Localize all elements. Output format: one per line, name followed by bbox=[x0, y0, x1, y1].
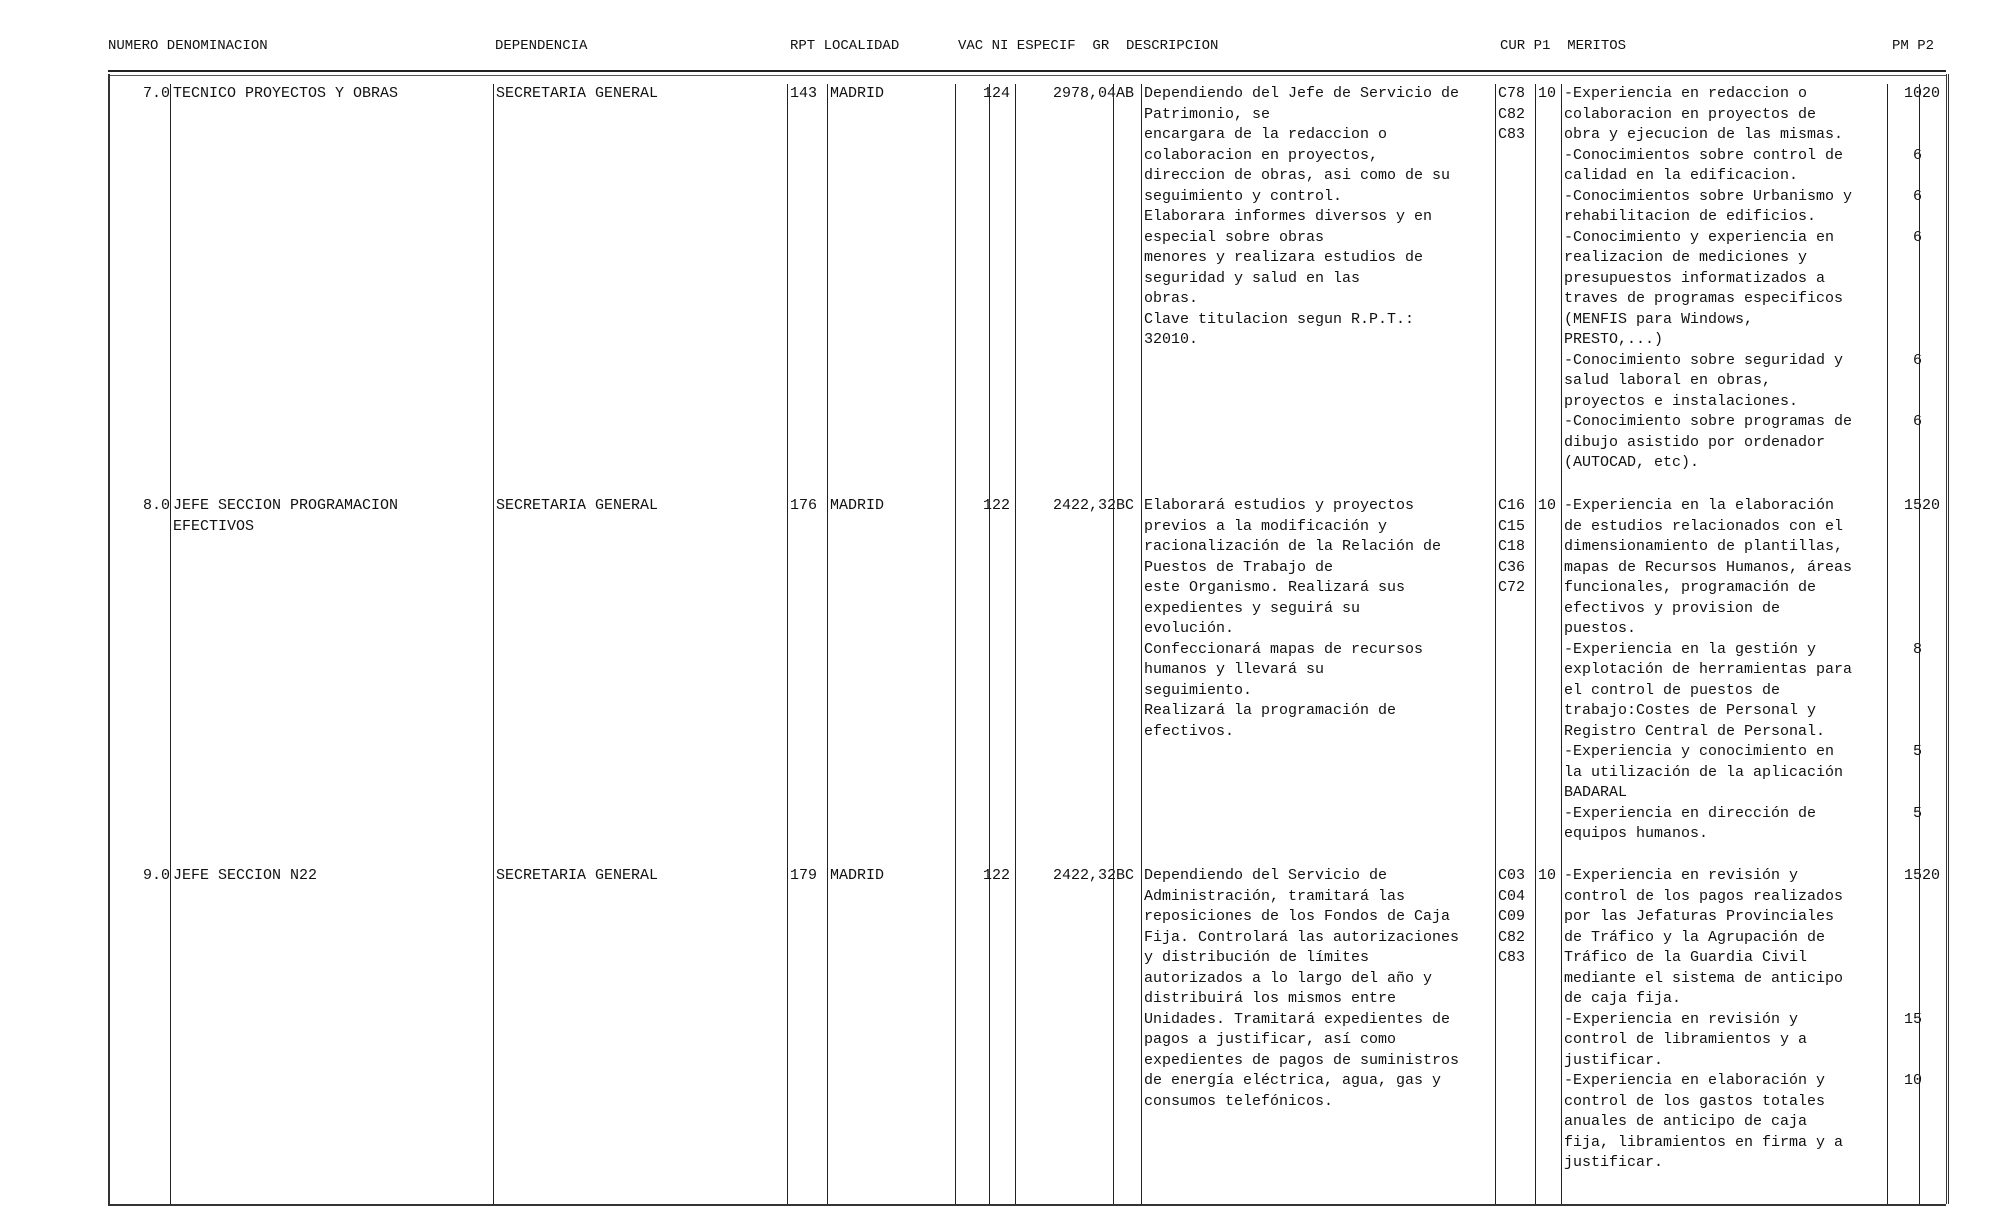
descripcion-line: menores y realizara estudios de bbox=[1144, 249, 1424, 266]
descripcion-line: colaboracion en proyectos, bbox=[1144, 146, 1379, 164]
pm-line bbox=[1890, 969, 1922, 990]
cell-meritos bbox=[1561, 84, 1890, 496]
rpt-line: 176 bbox=[790, 497, 818, 514]
pm-line bbox=[1890, 578, 1922, 599]
pm-line bbox=[1890, 289, 1922, 310]
pm-line bbox=[1890, 1030, 1922, 1051]
descripcion-line: expedientes de pagos de suministros bbox=[1144, 1051, 1460, 1069]
descripcion-line: seguridad y salud en las bbox=[1144, 269, 1361, 287]
p1-line: 10 bbox=[1538, 867, 1557, 884]
cell-denominacion bbox=[170, 496, 496, 866]
pm-line bbox=[1890, 125, 1922, 146]
pm-line bbox=[1890, 517, 1922, 538]
descripcion-line: previos a la modificación y bbox=[1144, 517, 1388, 535]
meritos-line: PRESTO,...) bbox=[1564, 331, 1664, 348]
cursos-line: C36 bbox=[1498, 558, 1526, 576]
pm-line bbox=[1890, 1051, 1922, 1072]
especif-line: 2978,04 bbox=[1052, 85, 1116, 102]
descripcion-line: y distribución de límites bbox=[1144, 949, 1370, 966]
pm-line bbox=[1890, 824, 1922, 845]
meritos-line: justificar. bbox=[1564, 1154, 1664, 1171]
descripcion-line: direccion de obras, asi como de su bbox=[1144, 167, 1451, 184]
descripcion-line: seguimiento y control. bbox=[1144, 187, 1343, 205]
cell-cursos bbox=[1495, 496, 1538, 866]
meritos-line: la utilización de la aplicación bbox=[1564, 763, 1844, 781]
pm-line: 15 bbox=[1903, 867, 1922, 884]
descripcion-line: Dependiendo del Jefe de Servicio de bbox=[1144, 85, 1460, 102]
cell-p1 bbox=[1535, 84, 1564, 496]
cell-ni bbox=[989, 496, 1018, 866]
table-row bbox=[110, 84, 1946, 496]
pm-line: 5 bbox=[1912, 804, 1922, 822]
meritos-line: -Conocimientos sobre Urbanismo y bbox=[1564, 187, 1853, 205]
pm-line bbox=[1890, 1133, 1922, 1154]
meritos-line: traves de programas especificos bbox=[1564, 290, 1844, 307]
cell-rpt bbox=[787, 84, 830, 496]
descripcion-line: 32010. bbox=[1144, 331, 1199, 348]
meritos-line: -Experiencia en revisión y bbox=[1564, 1010, 1799, 1028]
pm-line bbox=[1890, 660, 1922, 681]
meritos-line: -Experiencia en la gestión y bbox=[1564, 640, 1817, 658]
meritos-line: (MENFIS para Windows, bbox=[1564, 310, 1754, 328]
p2-line: 20 bbox=[1922, 867, 1941, 884]
especif-line: 2422,32 bbox=[1052, 867, 1116, 884]
header-dependencia: DEPENDENCIA bbox=[495, 38, 588, 54]
table-top-rule bbox=[108, 70, 1946, 76]
pm-line bbox=[1890, 907, 1922, 928]
p2-line: 20 bbox=[1922, 85, 1941, 102]
pm-line bbox=[1890, 207, 1922, 228]
descripcion-line: efectivos. bbox=[1144, 722, 1235, 740]
dependencia-line: SECRETARIA GENERAL bbox=[496, 497, 659, 514]
pm-line bbox=[1890, 1092, 1922, 1113]
table-row bbox=[110, 496, 1946, 866]
meritos-line: explotación de herramientas para bbox=[1564, 661, 1853, 678]
meritos-line: dibujo asistido por ordenador bbox=[1564, 433, 1826, 451]
meritos-line: por las Jefaturas Provinciales bbox=[1564, 908, 1835, 925]
dependencia-line: SECRETARIA GENERAL bbox=[496, 85, 659, 102]
table-bottom-rule bbox=[108, 1204, 1946, 1209]
cell-p2 bbox=[1919, 866, 1949, 1204]
cell-especif bbox=[1015, 84, 1118, 496]
numero-line: 9.0 bbox=[142, 867, 170, 884]
pm-line bbox=[1890, 763, 1922, 784]
cell-meritos bbox=[1561, 496, 1890, 866]
meritos-line: -Conocimiento sobre seguridad y bbox=[1564, 351, 1844, 369]
meritos-line: colaboracion en proyectos de bbox=[1564, 105, 1817, 123]
meritos-line: fija, libramientos en firma y a bbox=[1564, 1133, 1844, 1151]
descripcion-line: reposiciones de los Fondos de Caja bbox=[1144, 908, 1451, 925]
pm-line bbox=[1890, 166, 1922, 187]
descripcion-line: seguimiento. bbox=[1144, 681, 1253, 699]
meritos-line: -Conocimientos sobre control de bbox=[1564, 146, 1844, 164]
numero-line: 8.0 bbox=[142, 497, 170, 514]
descripcion-line: autorizados a lo largo del año y bbox=[1144, 969, 1433, 987]
denominacion-line: TECNICO PROYECTOS Y OBRAS bbox=[173, 85, 399, 102]
descripcion-line: Dependiendo del Servicio de bbox=[1144, 867, 1388, 884]
cursos-line: C83 bbox=[1498, 949, 1526, 966]
cell-gr bbox=[1113, 496, 1144, 866]
meritos-line: -Experiencia en dirección de bbox=[1564, 804, 1817, 822]
pm-line bbox=[1890, 701, 1922, 722]
meritos-line: anuales de anticipo de caja bbox=[1564, 1113, 1808, 1130]
descripcion-line: Elaborara informes diversos y en bbox=[1144, 208, 1433, 225]
cell-p2 bbox=[1919, 84, 1949, 496]
pm-line: 6 bbox=[1912, 228, 1922, 246]
meritos-line: equipos humanos. bbox=[1564, 825, 1709, 842]
p1-line: 10 bbox=[1538, 85, 1557, 102]
descripcion-line: racionalización de la Relación de bbox=[1144, 538, 1442, 555]
meritos-line: Tráfico de la Guardia Civil bbox=[1564, 949, 1808, 966]
meritos-line: -Conocimiento y experiencia en bbox=[1564, 228, 1835, 246]
cursos-line: C82 bbox=[1498, 928, 1526, 946]
descripcion-line: especial sobre obras bbox=[1144, 228, 1325, 246]
pm-line: 6 bbox=[1912, 351, 1922, 369]
vac-line: 1 bbox=[982, 867, 992, 884]
meritos-line: -Experiencia en redaccion o bbox=[1564, 85, 1808, 102]
meritos-line: BADARAL bbox=[1564, 784, 1628, 801]
descripcion-line: Patrimonio, se bbox=[1144, 105, 1271, 123]
cell-localidad bbox=[827, 496, 958, 866]
cell-denominacion bbox=[170, 866, 496, 1204]
vac-line: 1 bbox=[982, 497, 992, 514]
cell-numero bbox=[110, 496, 172, 866]
cell-dependencia bbox=[493, 84, 790, 496]
cell-cursos bbox=[1495, 866, 1538, 1204]
descripcion-line: Clave titulacion segun R.P.T.: bbox=[1144, 310, 1415, 328]
meritos-line: realizacion de mediciones y bbox=[1564, 249, 1808, 266]
vac-line: 1 bbox=[982, 85, 992, 102]
cell-dependencia bbox=[493, 866, 790, 1204]
gr-line: BC bbox=[1116, 867, 1135, 884]
meritos-line: control de libramientos y a bbox=[1564, 1031, 1808, 1048]
descripcion-line: expedientes y seguirá su bbox=[1144, 599, 1361, 617]
header-numero-denominacion: NUMERO DENOMINACION bbox=[108, 38, 268, 54]
pm-line bbox=[1890, 722, 1922, 743]
pm-line bbox=[1890, 433, 1922, 454]
pm-line: 6 bbox=[1912, 187, 1922, 205]
localidad-line: MADRID bbox=[830, 497, 885, 514]
descripcion-line: evolución. bbox=[1144, 620, 1235, 637]
cursos-line: C83 bbox=[1498, 126, 1526, 143]
descripcion-line: pagos a justificar, así como bbox=[1144, 1031, 1397, 1048]
ni-line: 22 bbox=[992, 497, 1011, 514]
cursos-line: C18 bbox=[1498, 538, 1526, 555]
p1-line: 10 bbox=[1538, 497, 1557, 514]
pm-line bbox=[1890, 619, 1922, 640]
meritos-line: de Tráfico y la Agrupación de bbox=[1564, 928, 1826, 946]
header-cur-p1-meritos: CUR P1 MERITOS bbox=[1500, 38, 1627, 54]
meritos-line: de caja fija. bbox=[1564, 990, 1682, 1007]
cell-cursos bbox=[1495, 84, 1538, 496]
meritos-line: dimensionamiento de plantillas, bbox=[1564, 538, 1844, 555]
rpt-line: 179 bbox=[790, 867, 818, 884]
pm-line bbox=[1890, 392, 1922, 413]
pm-line bbox=[1890, 948, 1922, 969]
descripcion-line: encargara de la redaccion o bbox=[1144, 126, 1388, 143]
cell-especif bbox=[1015, 496, 1118, 866]
pm-line bbox=[1890, 558, 1922, 579]
pm-line: 10 bbox=[1903, 1072, 1922, 1089]
cursos-line: C03 bbox=[1498, 867, 1526, 884]
cursos-line: C72 bbox=[1498, 579, 1526, 596]
meritos-line: -Experiencia en elaboración y bbox=[1564, 1072, 1826, 1089]
meritos-line: funcionales, programación de bbox=[1564, 579, 1817, 596]
denominacion-line: JEFE SECCION N22 bbox=[173, 867, 318, 884]
cell-rpt bbox=[787, 866, 830, 1204]
header-rpt-localidad: RPT LOCALIDAD bbox=[790, 38, 900, 54]
gr-line: AB bbox=[1116, 85, 1135, 102]
descripcion-line: de energía eléctrica, agua, gas y bbox=[1144, 1072, 1442, 1089]
dependencia-line: SECRETARIA GENERAL bbox=[496, 867, 659, 884]
descripcion-line: Fija. Controlará las autorizaciones bbox=[1144, 928, 1460, 946]
meritos-line: presupuestos informatizados a bbox=[1564, 269, 1826, 287]
descripcion-line: consumos telefónicos. bbox=[1144, 1092, 1334, 1110]
pm-line: 5 bbox=[1912, 743, 1922, 760]
rpt-line: 143 bbox=[790, 85, 818, 102]
especif-line: 2422,32 bbox=[1052, 497, 1116, 514]
pm-line bbox=[1890, 599, 1922, 620]
pm-line bbox=[1890, 887, 1922, 908]
cursos-line: C09 bbox=[1498, 908, 1526, 925]
cell-dependencia bbox=[493, 496, 790, 866]
ni-line: 24 bbox=[992, 85, 1011, 102]
descripcion-line: obras. bbox=[1144, 290, 1199, 307]
meritos-line: -Conocimiento sobre programas de bbox=[1564, 413, 1853, 430]
pm-line bbox=[1890, 1112, 1922, 1133]
pm-line bbox=[1890, 105, 1922, 126]
cell-p2 bbox=[1919, 496, 1949, 866]
pm-line bbox=[1890, 310, 1922, 331]
cell-p1 bbox=[1535, 866, 1564, 1204]
descripcion-line: Realizará la programación de bbox=[1144, 702, 1397, 719]
cell-gr bbox=[1113, 866, 1144, 1204]
denominacion-line: EFECTIVOS bbox=[173, 517, 255, 535]
cell-numero bbox=[110, 866, 172, 1204]
denominacion-line: JEFE SECCION PROGRAMACION bbox=[173, 497, 399, 514]
meritos-line: -Experiencia en la elaboración bbox=[1564, 497, 1835, 514]
descripcion-line: distribuirá los mismos entre bbox=[1144, 990, 1397, 1007]
pm-line: 15 bbox=[1903, 1010, 1922, 1028]
numero-line: 7.0 bbox=[142, 85, 170, 102]
cursos-line: C82 bbox=[1498, 105, 1526, 123]
cell-rpt bbox=[787, 496, 830, 866]
pm-line bbox=[1890, 371, 1922, 392]
cell-meritos bbox=[1561, 866, 1890, 1204]
pm-line bbox=[1890, 537, 1922, 558]
meritos-line: de estudios relacionados con el bbox=[1564, 517, 1844, 535]
cell-descripcion bbox=[1141, 496, 1498, 866]
meritos-line: (AUTOCAD, etc). bbox=[1564, 454, 1700, 471]
meritos-line: calidad en la edificacion. bbox=[1564, 167, 1799, 184]
pm-line: 6 bbox=[1912, 413, 1922, 430]
pm-line bbox=[1890, 248, 1922, 269]
cell-localidad bbox=[827, 866, 958, 1204]
descripcion-line: Confeccionará mapas de recursos bbox=[1144, 640, 1424, 658]
pm-line bbox=[1890, 783, 1922, 804]
cell-ni bbox=[989, 84, 1018, 496]
meritos-line: mapas de Recursos Humanos, áreas bbox=[1564, 558, 1853, 576]
cursos-line: C16 bbox=[1498, 497, 1526, 514]
cell-gr bbox=[1113, 84, 1144, 496]
descripcion-line: humanos y llevará su bbox=[1144, 661, 1325, 678]
descripcion-line: Puestos de Trabajo de bbox=[1144, 558, 1334, 576]
meritos-line: Registro Central de Personal. bbox=[1564, 722, 1826, 740]
meritos-line: salud laboral en obras, bbox=[1564, 372, 1772, 389]
meritos-line: el control de puestos de bbox=[1564, 681, 1781, 699]
cell-ni bbox=[989, 866, 1018, 1204]
cursos-line: C78 bbox=[1498, 85, 1526, 102]
cell-p1 bbox=[1535, 496, 1564, 866]
header-pm-p2: PM P2 bbox=[1892, 38, 1935, 54]
meritos-line: obra y ejecucion de las mismas. bbox=[1564, 126, 1844, 143]
localidad-line: MADRID bbox=[830, 85, 885, 102]
gr-line: BC bbox=[1116, 497, 1135, 514]
header-vac-ni-especif-gr-descripcion: VAC NI ESPECIF GR DESCRIPCION bbox=[958, 38, 1219, 54]
pm-line bbox=[1890, 1153, 1922, 1174]
ni-line: 22 bbox=[992, 867, 1011, 884]
meritos-line: efectivos y provision de bbox=[1564, 599, 1781, 617]
descripcion-line: Elaborará estudios y proyectos bbox=[1144, 497, 1415, 514]
meritos-line: -Experiencia y conocimiento en bbox=[1564, 743, 1835, 760]
pm-line: 6 bbox=[1912, 146, 1922, 164]
pm-line: 15 bbox=[1903, 497, 1922, 514]
pm-line bbox=[1890, 453, 1922, 474]
cursos-line: C15 bbox=[1498, 517, 1526, 535]
pm-line bbox=[1890, 681, 1922, 702]
cell-especif bbox=[1015, 866, 1118, 1204]
meritos-line: -Experiencia en revisión y bbox=[1564, 867, 1799, 884]
pm-line: 10 bbox=[1903, 85, 1922, 102]
cell-localidad bbox=[827, 84, 958, 496]
meritos-line: trabajo:Costes de Personal y bbox=[1564, 702, 1817, 719]
pm-line bbox=[1890, 330, 1922, 351]
meritos-line: mediante el sistema de anticipo bbox=[1564, 969, 1844, 987]
meritos-line: control de los pagos realizados bbox=[1564, 887, 1844, 905]
pm-line: 8 bbox=[1912, 640, 1922, 658]
meritos-line: justificar. bbox=[1564, 1051, 1664, 1069]
descripcion-line: Administración, tramitará las bbox=[1144, 887, 1406, 905]
pm-line bbox=[1890, 269, 1922, 290]
cell-descripcion bbox=[1141, 84, 1498, 496]
p2-line: 20 bbox=[1922, 497, 1941, 514]
meritos-line: rehabilitacion de edificios. bbox=[1564, 208, 1817, 225]
cell-numero bbox=[110, 84, 172, 496]
cell-descripcion bbox=[1141, 866, 1498, 1204]
cursos-line: C04 bbox=[1498, 887, 1526, 905]
cell-denominacion bbox=[170, 84, 496, 496]
pm-line bbox=[1890, 928, 1922, 949]
pm-line bbox=[1890, 989, 1922, 1010]
table-row bbox=[110, 866, 1946, 1204]
meritos-line: proyectos e instalaciones. bbox=[1564, 392, 1799, 410]
meritos-line: puestos. bbox=[1564, 620, 1637, 637]
descripcion-line: este Organismo. Realizará sus bbox=[1144, 579, 1406, 596]
meritos-line: control de los gastos totales bbox=[1564, 1092, 1826, 1110]
descripcion-line: Unidades. Tramitará expedientes de bbox=[1144, 1010, 1451, 1028]
localidad-line: MADRID bbox=[830, 867, 885, 884]
